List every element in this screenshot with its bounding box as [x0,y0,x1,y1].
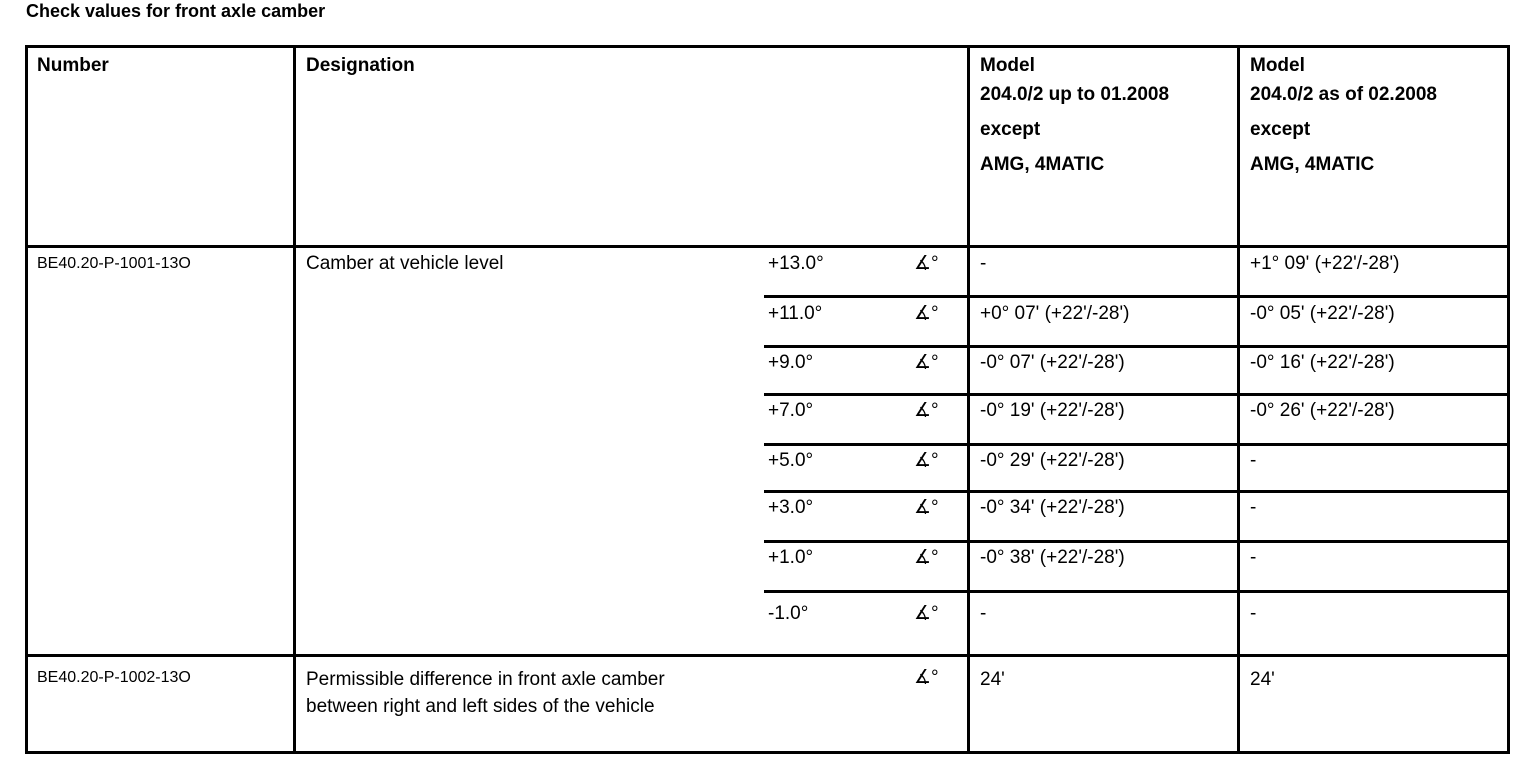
table-border-left [25,45,28,754]
model-a-value: - [980,253,987,274]
header-model-a-line: Model [980,55,1035,76]
level-value: -1.0° [768,603,809,624]
model-b-value: - [1250,603,1257,624]
model-b-value: -0° 05' (+22'/-28') [1250,303,1395,324]
row2-designation-line: between right and left sides of the vehicle [306,696,655,717]
header-model-a-line: 204.0/2 up to 01.2008 [980,84,1170,105]
angle-degree-icon: ∡° [914,253,939,274]
row2-model-a-value: 24' [980,669,1005,690]
row2-model-b-value: 24' [1250,669,1275,690]
row-divider [25,654,1510,657]
subrow-divider [764,345,1510,348]
level-value: +3.0° [768,497,814,518]
table-border-top [25,45,1510,48]
model-b-value: -0° 26' (+22'/-28') [1250,400,1395,421]
header-model-b-line: 204.0/2 as of 02.2008 [1250,84,1437,105]
level-value: +1.0° [768,547,814,568]
level-value: +13.0° [768,253,824,274]
model-a-value: - [980,603,987,624]
angle-degree-icon: ∡° [914,667,939,688]
subrow-divider [764,443,1510,446]
model-b-value: +1° 09' (+22'/-28') [1250,253,1400,274]
col-divider-designation [967,45,970,754]
model-b-value: -0° 16' (+22'/-28') [1250,352,1395,373]
angle-degree-icon: ∡° [914,547,939,568]
angle-degree-icon: ∡° [914,400,939,421]
subrow-divider [764,490,1510,493]
table-border-right [1507,45,1510,754]
header-number: Number [37,55,109,76]
angle-degree-icon: ∡° [914,352,939,373]
header-designation: Designation [306,55,415,76]
angle-degree-icon: ∡° [914,603,939,624]
header-divider [25,245,1510,248]
table-border-bottom [25,751,1510,754]
row2-designation [306,666,665,720]
angle-degree-icon: ∡° [914,497,939,518]
header-model-b-line: AMG, 4MATIC [1250,154,1375,175]
row2-number: BE40.20-P-1002-13O [37,669,191,686]
header-model-a-line: AMG, 4MATIC [980,154,1105,175]
header-model-b-line: except [1250,119,1311,140]
angle-degree-icon: ∡° [914,303,939,324]
subrow-divider [764,393,1510,396]
subrow-divider [764,540,1510,543]
row1-number: BE40.20-P-1001-13O [37,255,191,272]
col-divider-models [1237,45,1240,754]
header-model-b-line: Model [1250,55,1305,76]
subrow-divider [764,295,1510,298]
model-a-value: -0° 34' (+22'/-28') [980,497,1125,518]
level-value: +9.0° [768,352,814,373]
model-b-value: - [1250,450,1257,471]
level-value: +7.0° [768,400,814,421]
subrow-divider [764,590,1510,593]
model-a-value: -0° 38' (+22'/-28') [980,547,1125,568]
header-model-a [980,52,1169,178]
header-model-b [1250,52,1437,178]
angle-degree-icon: ∡° [914,450,939,471]
model-a-value: +0° 07' (+22'/-28') [980,303,1130,324]
model-b-value: - [1250,547,1257,568]
model-a-value: -0° 07' (+22'/-28') [980,352,1125,373]
row1-designation: Camber at vehicle level [306,253,504,274]
level-value: +5.0° [768,450,814,471]
col-divider-number [293,45,296,754]
model-a-value: -0° 19' (+22'/-28') [980,400,1125,421]
page-title: Check values for front axle camber [26,1,326,21]
model-a-value: -0° 29' (+22'/-28') [980,450,1125,471]
header-model-a-line: except [980,119,1041,140]
level-value: +11.0° [768,303,823,324]
row2-designation-line: Permissible difference in front axle camber [306,669,665,690]
model-b-value: - [1250,497,1257,518]
